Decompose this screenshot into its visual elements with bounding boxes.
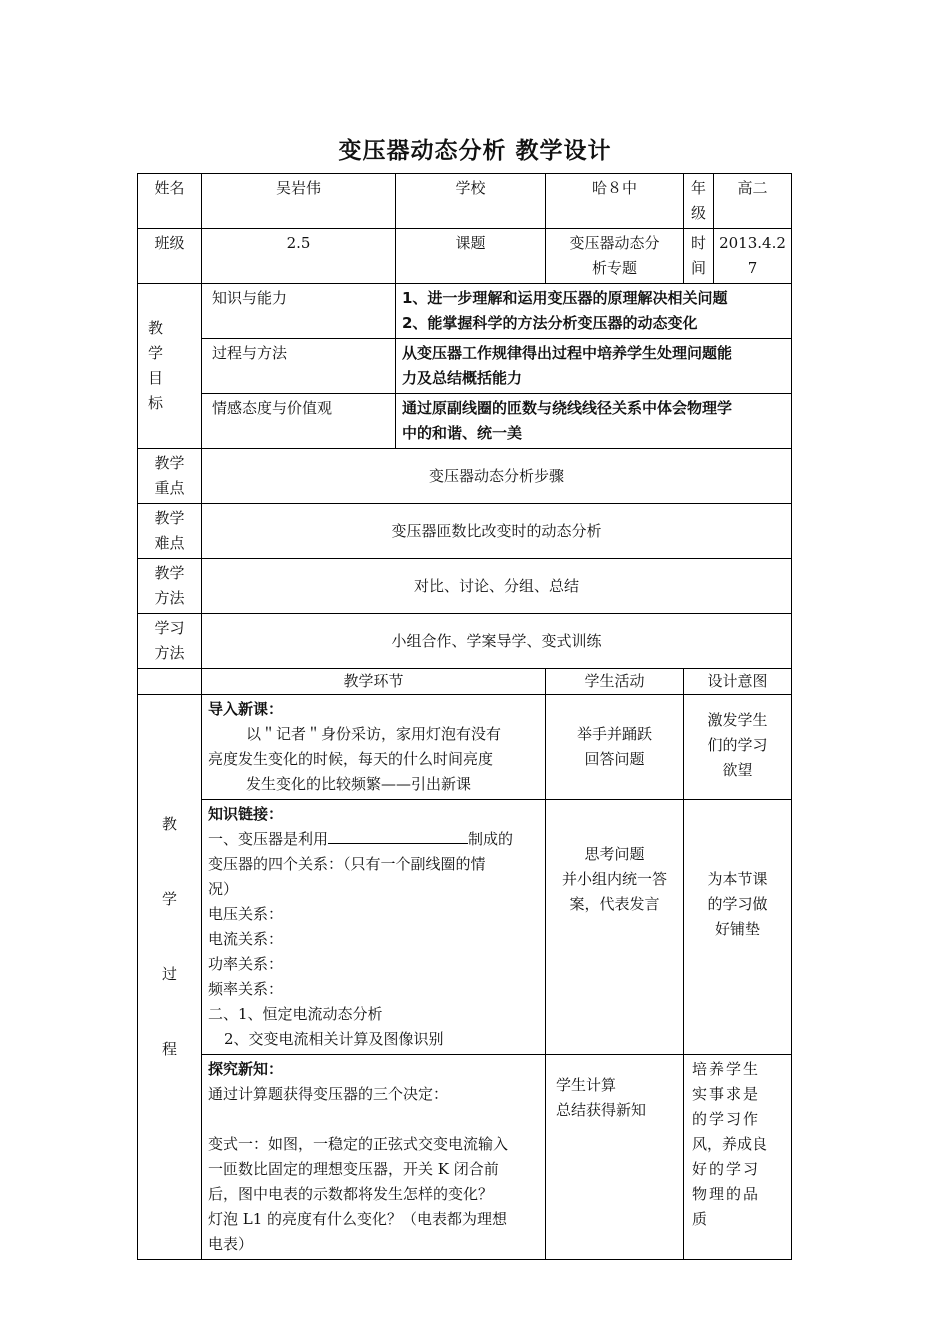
step-intro-content: 导入新课： 以＂记者＂身份采访，家用灯泡有没有 亮度发生变化的时候，每天的什么时间亮度 发生变化的比较频繁——引出新课 [202, 695, 546, 800]
step-knowledge-title: 知识链接： [208, 805, 284, 823]
grade-value: 高二 [714, 174, 792, 229]
difficulty-row [138, 504, 792, 559]
process-label: 教 学 过 程 [138, 695, 202, 1260]
objectives-label: 教 学 目 标 [138, 284, 202, 449]
objective-emotion-row [138, 394, 792, 449]
objective-knowledge-row [138, 284, 792, 339]
document-title: 变压器动态分析 教学设计 [338, 138, 612, 164]
focus-row [138, 449, 792, 504]
header-activity: 学生活动 [546, 669, 684, 695]
step-intro-intent: 激发学生 们的学习 欲望 [684, 695, 792, 800]
step-knowledge-row [138, 800, 792, 1055]
teaching-method-row [138, 559, 792, 614]
step-intro-row [138, 695, 792, 800]
focus-value: 变压器动态分析步骤 [202, 449, 792, 504]
class-label: 班级 [138, 229, 202, 284]
step-explore-title: 探究新知： [208, 1060, 284, 1078]
topic-label: 课题 [396, 229, 546, 284]
step-explore-activity: 学生计算 总结获得新知 [546, 1055, 684, 1260]
objective-process-row [138, 339, 792, 394]
grade-label: 年 级 [684, 174, 714, 229]
name-label: 姓名 [138, 174, 202, 229]
emotion-value: 通过原副线圈的匝数与绕线线径关系中体会物理学 中的和谐、统一美 [396, 394, 792, 449]
time-label: 时 间 [684, 229, 714, 284]
emotion-label: 情感态度与价值观 [202, 394, 396, 449]
teaching-method-label: 教学 方法 [138, 559, 202, 614]
school-label: 学校 [396, 174, 546, 229]
difficulty-label: 教学 难点 [138, 504, 202, 559]
fill-in-blank[interactable] [328, 827, 468, 844]
time-value: 2013.4.2 7 [714, 229, 792, 284]
step-intro-activity: 举手并踊跃 回答问题 [546, 695, 684, 800]
step-explore-row [138, 1055, 792, 1260]
step-explore-content: 探究新知： 通过计算题获得变压器的三个决定： 变式一：如图，一稳定的正弦式交变电流输入 一匝数比固定的理想变压器，开关 K 闭合前 后，图中电表的示数都将发生怎样的变化？ 灯泡 L1 的亮度有什么变化？（电表都为理想 电表） [202, 1055, 546, 1260]
learning-method-value: 小组合作、学案导学、变式训练 [202, 614, 792, 669]
topic-value: 变压器动态分 析专题 [546, 229, 684, 284]
learning-method-label: 学习 方法 [138, 614, 202, 669]
lesson-plan-table [137, 173, 792, 1260]
step-explore-intent: 培养学生 实事求是 的学习作 风，养成良 好的学习 物理的品 质 [684, 1055, 792, 1260]
step-knowledge-content: 知识链接： 一、变压器是利用 制成的 变压器的四个关系：（只有一个副线圈的情 况） 电压关系： 电流关系： 功率关系： 频率关系： 二、1、恒定电流动态分析 2、交变电流相关计算及图像识别 [202, 800, 546, 1055]
school-value: 哈８中 [546, 174, 684, 229]
class-value: 2.5 [202, 229, 396, 284]
teaching-method-value: 对比、讨论、分组、总结 [202, 559, 792, 614]
process-header-empty [138, 669, 202, 695]
step-intro-title: 导入新课： [208, 700, 284, 718]
name-value: 吴岩伟 [202, 174, 396, 229]
header-step: 教学环节 [202, 669, 546, 695]
process-method-label: 过程与方法 [202, 339, 396, 394]
header-intent: 设计意图 [684, 669, 792, 695]
knowledge-label: 知识与能力 [202, 284, 396, 339]
step-knowledge-intent: 为本节课 的学习做 好铺垫 [684, 800, 792, 1055]
info-row-1 [138, 174, 792, 229]
learning-method-row [138, 614, 792, 669]
difficulty-value: 变压器匝数比改变时的动态分析 [202, 504, 792, 559]
knowledge-value: 1、进一步理解和运用变压器的原理解决相关问题 2、能掌握科学的方法分析变压器的动态变化 [396, 284, 792, 339]
focus-label: 教学 重点 [138, 449, 202, 504]
process-header-row [138, 669, 792, 695]
info-row-2 [138, 229, 792, 284]
process-method-value: 从变压器工作规律得出过程中培养学生处理问题能 力及总结概括能力 [396, 339, 792, 394]
step-knowledge-activity: 思考问题 并小组内统一答 案，代表发言 [546, 800, 684, 1055]
